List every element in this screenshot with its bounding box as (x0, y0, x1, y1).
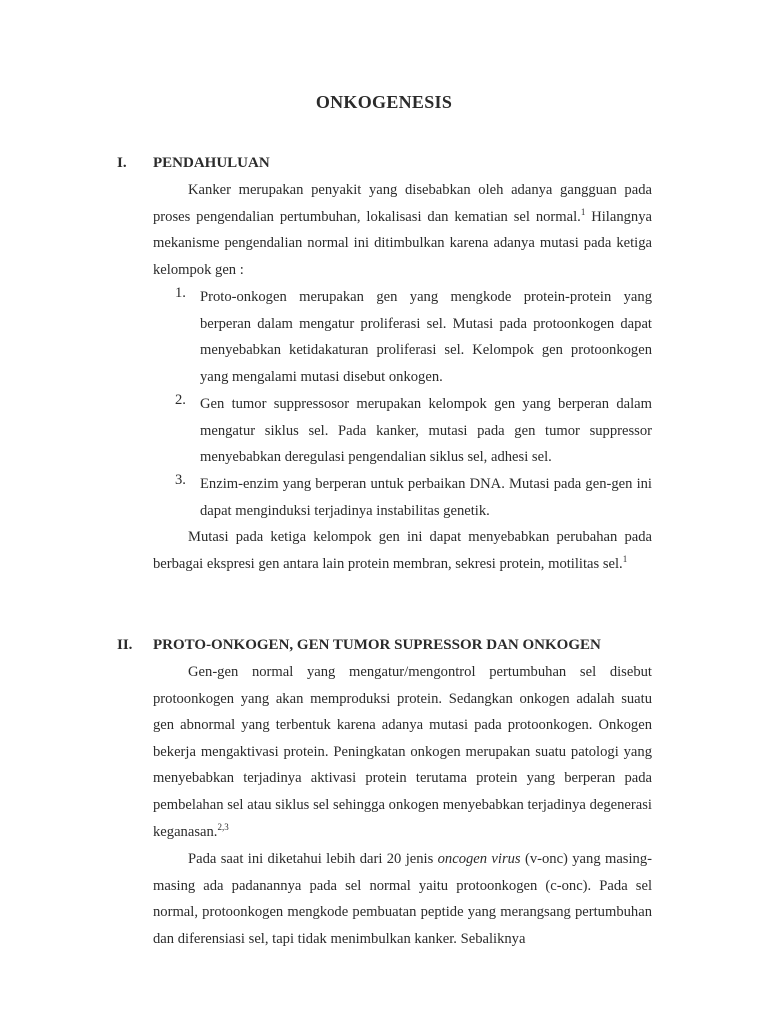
list-item: Gen tumor suppressosor merupakan kelompok gen yang berperan dalam mengatur siklus sel. Pada kanker, mutasi pada gen tumor suppressor menyebabkan deregulasi pengendalian siklus sel, adhesi sel. (200, 396, 652, 466)
paragraph-text: Gen-gen normal yang mengatur/mengontrol pertumbuhan sel disebut protoonkogen yang akan memproduksi protein. Sedangkan onkogen adalah suatu gen abnormal yang terbentuk karena adanya mutasi pada protoonkogen. Onkogen bekerja mengaktivasi protein. Peningkatan onkogen merupakan suatu patologi yang menyebabkan terjadinya aktivasi protein terutama protein yang berperan pada pembelahan sel atau siklus sel sehingga onkogen menyebabkan terjadinya degenerasi keganasan. (153, 664, 652, 840)
paragraph-text: Pada saat ini diketahui lebih dari 20 jenis (188, 851, 438, 867)
list-item-number: 1. (175, 285, 186, 301)
list-item-number: 3. (175, 472, 186, 488)
citation-ref: 1 (622, 553, 628, 564)
section-heading: PROTO-ONKOGEN, GEN TUMOR SUPRESSOR DAN ONKOGEN (153, 637, 601, 653)
paragraph (153, 524, 652, 577)
section-heading: PENDAHULUAN (153, 155, 270, 171)
section-number: I. (117, 155, 127, 171)
italic-term: oncogen virus (437, 851, 521, 867)
document-title: ONKOGENESIS (315, 92, 453, 112)
list-item-number: 2. (175, 392, 186, 408)
citation-ref: 1 (580, 206, 586, 217)
list-item: Enzim-enzim yang berperan untuk perbaikan DNA. Mutasi pada gen-gen ini dapat menginduksi terjadinya instabilitas genetik. (200, 476, 652, 519)
paragraph-text: Hilangnya mekanisme pengendalian normal ini ditimbulkan karena adanya mutasi pada ketiga kelompok gen : (153, 208, 652, 278)
paragraph (153, 846, 652, 952)
citation-ref: 2,3 (217, 821, 229, 832)
paragraph (153, 177, 652, 283)
section-number: II. (117, 637, 133, 653)
list-item: Proto-onkogen merupakan gen yang mengkode protein-protein yang berperan dalam mengatur proliferasi sel. Mutasi pada protoonkogen dapat menyebabkan ketidakaturan proliferasi sel. Kelompok gen protoonkogen yang mengalami mutasi disebut onkogen. (200, 289, 652, 385)
paragraph-text: Kanker merupakan penyakit yang disebabkan oleh adanya gangguan pada proses pengendalian pertumbuhan, lokalisasi dan kematian sel normal. (153, 182, 652, 225)
paragraph-text: (v-onc) yang masing-masing ada padanannya pada sel normal yaitu protoonkogen (c-onc). Pada sel normal, protoonkogen mengkode pembuatan peptide yang merangsang pertumbuhan dan diferensiasi sel, tapi tidak menimbulkan kanker. Sebaliknya (153, 851, 652, 947)
paragraph (153, 659, 652, 845)
paragraph-text: Mutasi pada ketiga kelompok gen ini dapat menyebabkan perubahan pada berbagai ekspresi gen antara lain protein membran, sekresi protein, motilitas sel. (153, 529, 652, 572)
